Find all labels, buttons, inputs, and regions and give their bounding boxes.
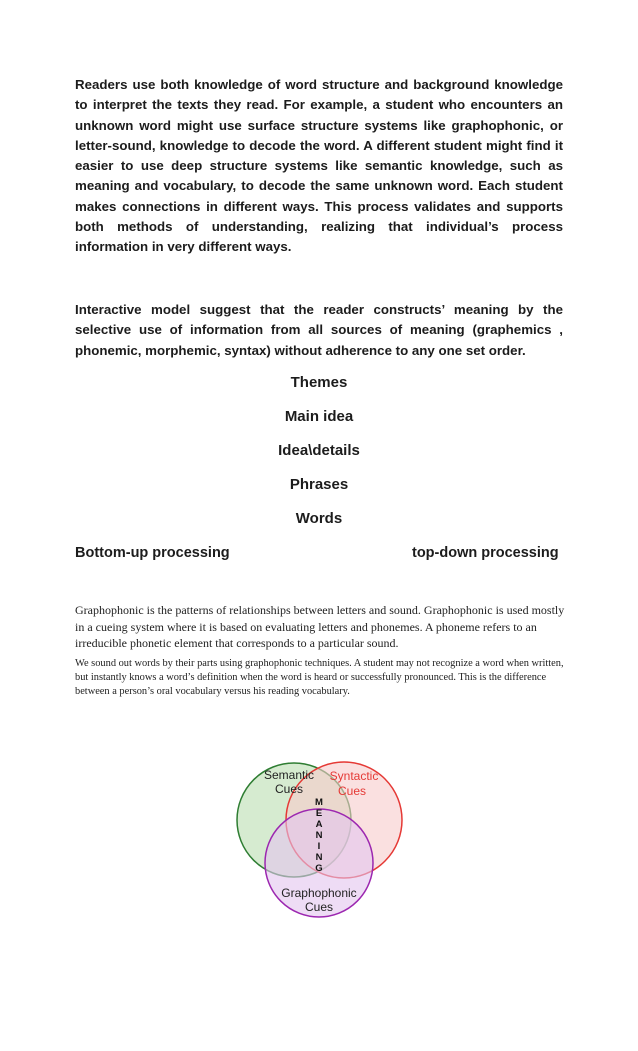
interactive-model-paragraph: Interactive model suggest that the reader constructs’ meaning by the selective use of information from all sources of meaning (graphemics , phonemic, morphemic, syntax) without adherence to any one set order. — [75, 302, 563, 358]
meaning-letter: N — [315, 830, 323, 841]
meaning-letter: I — [317, 841, 321, 852]
hierarchy-item-phrases: Phrases — [289, 476, 349, 493]
meaning-letter: M — [315, 797, 323, 808]
syntactic-label-line2: Cues — [337, 784, 367, 798]
intro-paragraph: Readers use both knowledge of word structure and background knowledge to interpret the texts they read. For example, a student who encounters an unknown word might use surface structure systems like graphophonic, or letter-sound, knowledge to decode the word. A different student might find it easier to use deep structure systems like semantic knowledge, such as meaning and vocabulary, to decode the same unknown word. Each student makes connections in different ways. This process validates and supports both methods of understanding, realizing that individual’s process information in very different ways. — [75, 77, 563, 255]
meaning-letter: G — [315, 863, 323, 874]
hierarchy-item-words: Words — [295, 510, 343, 527]
graphophonic-definition-paragraph: Graphophonic is the patterns of relationships between letters and sound. Graphophonic is used mostly in a cueing system where it is based on evaluating letters and phonemes. A phoneme refers to an irreducible phonetic element that corresponds to a particular sound. — [75, 603, 565, 650]
sound-out-paragraph: We sound out words by their parts using graphophonic techniques. A student may not recognize a word when written, but instantly knows a word’s definition when the word is heard or successfully pronounced. This is the difference between a person’s oral vocabulary versus his reading vocabulary. — [75, 658, 564, 698]
meaning-letter: E — [315, 808, 323, 819]
top-down-label: top-down processing — [412, 545, 559, 561]
bottom-up-label: Bottom-up processing — [75, 545, 230, 561]
hierarchy-item-main-idea: Main idea — [284, 408, 354, 425]
semantic-label-line1: Semantic — [263, 768, 315, 782]
graphophonic-label-line2: Cues — [304, 900, 334, 914]
meaning-letter: N — [315, 852, 323, 863]
hierarchy-item-idea-details: Idea\details — [278, 442, 360, 459]
hierarchy-item-themes: Themes — [290, 374, 348, 391]
graphophonic-label-line1: Graphophonic — [281, 886, 357, 900]
meaning-letter: A — [315, 819, 323, 830]
semantic-label-line2: Cues — [274, 782, 304, 796]
cueing-systems-venn-diagram — [226, 760, 412, 920]
syntactic-label-line1: Syntactic — [329, 769, 379, 783]
